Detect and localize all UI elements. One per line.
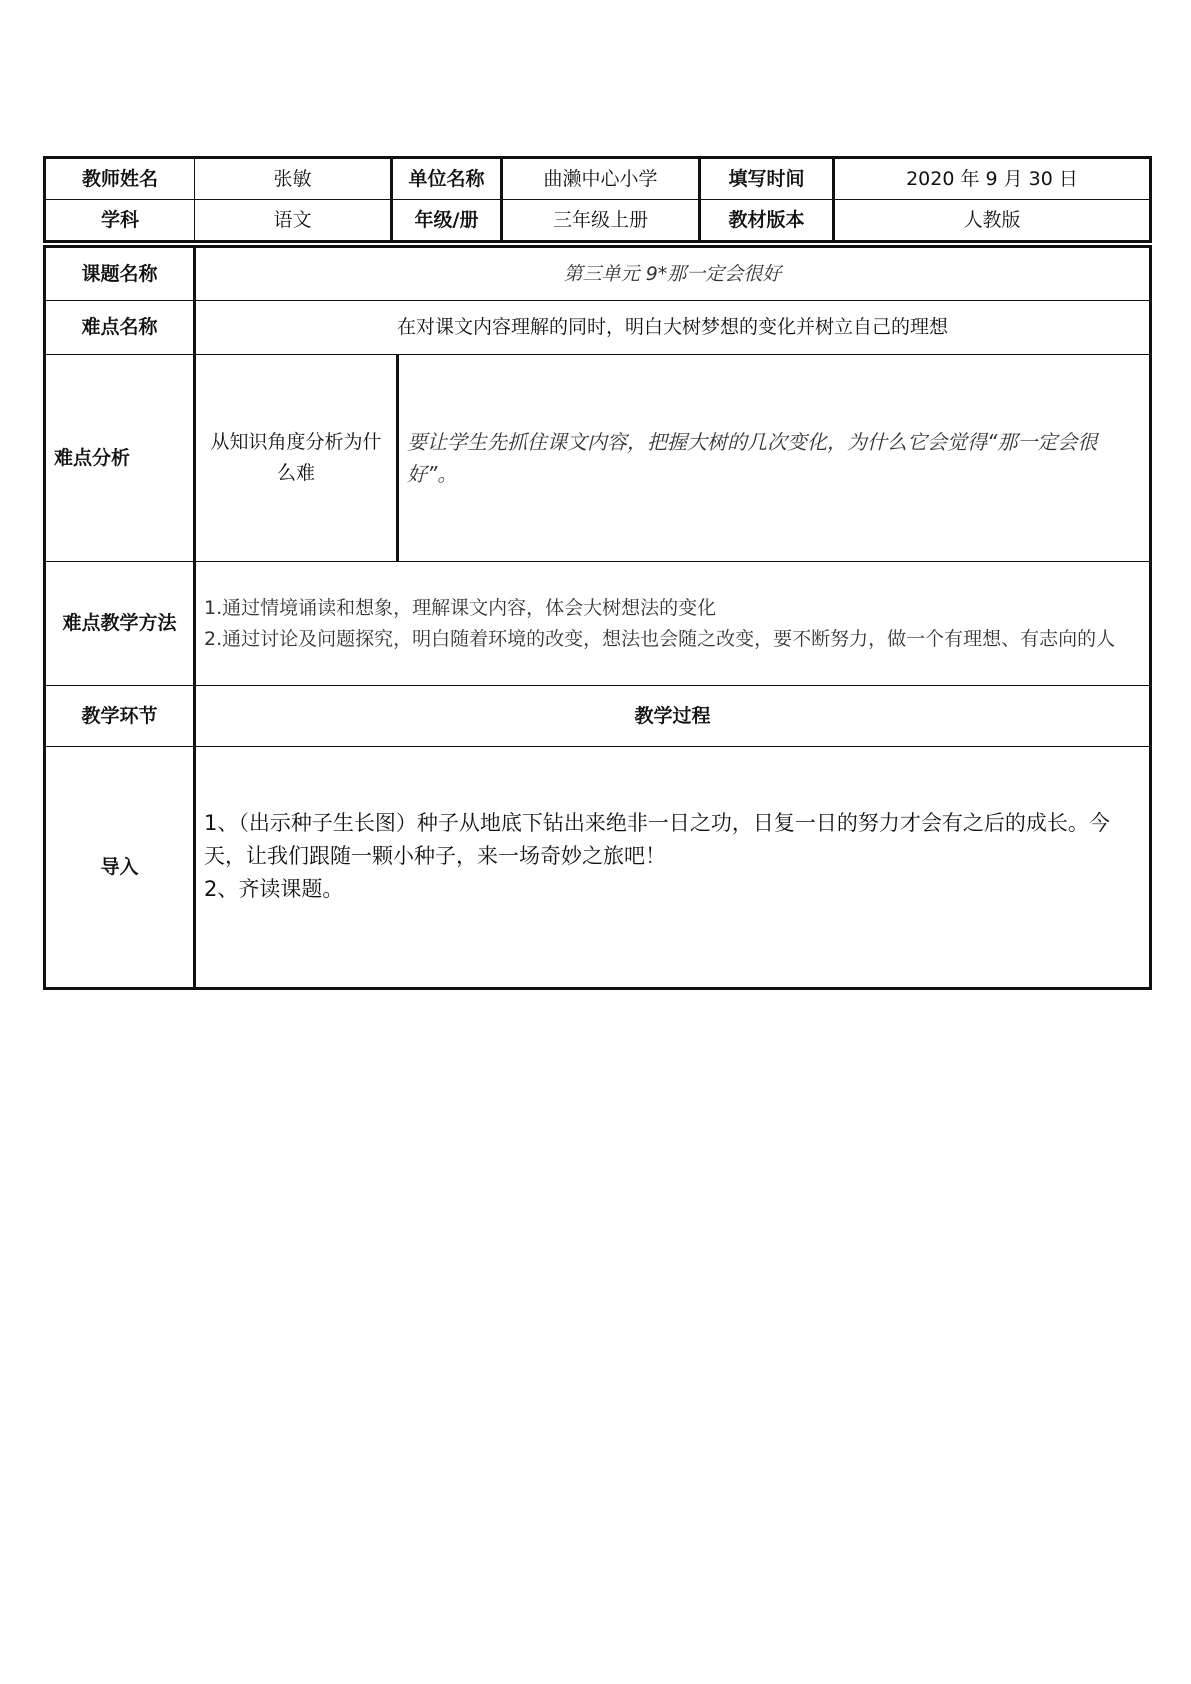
difficulty-value: 在对课文内容理解的同时，明白大树梦想的变化并树立自己的理想 — [195, 301, 1151, 355]
method-label: 难点教学方法 — [45, 562, 195, 686]
edition-label: 教材版本 — [700, 200, 834, 242]
topic-label: 课题名称 — [45, 247, 195, 301]
teacher-label: 教师姓名 — [45, 158, 195, 200]
method-row — [45, 562, 1151, 686]
process-header-row — [45, 686, 1151, 747]
analysis-value: 要让学生先抓住课文内容，把握大树的几次变化，为什么它会觉得“那一定会很好”。 — [398, 355, 1151, 562]
intro-row — [45, 747, 1151, 989]
method-item: 2.通过讨论及问题探究，明白随着环境的改变，想法也会随之改变，要不断努力，做一个有理想、有志向的人 — [204, 627, 1116, 650]
header-row-1 — [45, 158, 1151, 200]
method-item: 1.通过情境诵读和想象，理解课文内容，体会大树想法的变化 — [204, 596, 717, 619]
grade-label: 年级/册 — [392, 200, 502, 242]
intro-content — [195, 747, 1151, 989]
date-label: 填写时间 — [700, 158, 834, 200]
intro-label: 导入 — [45, 747, 195, 989]
method-content — [195, 562, 1151, 686]
process-label: 教学过程 — [195, 686, 1151, 747]
unit-label: 单位名称 — [392, 158, 502, 200]
subject-value: 语文 — [195, 200, 392, 242]
difficulty-row — [45, 301, 1151, 355]
header-table — [43, 156, 1152, 243]
analysis-label: 难点分析 — [45, 355, 195, 562]
difficulty-label: 难点名称 — [45, 301, 195, 355]
body-table — [43, 245, 1152, 990]
topic-row — [45, 247, 1151, 301]
lesson-plan-sheet — [43, 156, 1152, 990]
intro-line: 1、（出示种子生长图）种子从地底下钻出来绝非一日之功，日复一日的努力才会有之后的成长。今天，让我们跟随一颗小种子，来一场奇妙之旅吧！ — [204, 811, 1110, 868]
teacher-value: 张敏 — [195, 158, 392, 200]
date-value: 2020 年 9 月 30 日 — [834, 158, 1151, 200]
unit-value: 曲濑中心小学 — [502, 158, 700, 200]
stage-label: 教学环节 — [45, 686, 195, 747]
intro-line: 2、齐读课题。 — [204, 877, 344, 901]
analysis-sub-label: 从知识角度分析为什么难 — [195, 355, 398, 562]
edition-value: 人教版 — [834, 200, 1151, 242]
analysis-row — [45, 355, 1151, 562]
grade-value: 三年级上册 — [502, 200, 700, 242]
topic-value: 第三单元 9*那一定会很好 — [195, 247, 1151, 301]
subject-label: 学科 — [45, 200, 195, 242]
header-row-2 — [45, 200, 1151, 242]
